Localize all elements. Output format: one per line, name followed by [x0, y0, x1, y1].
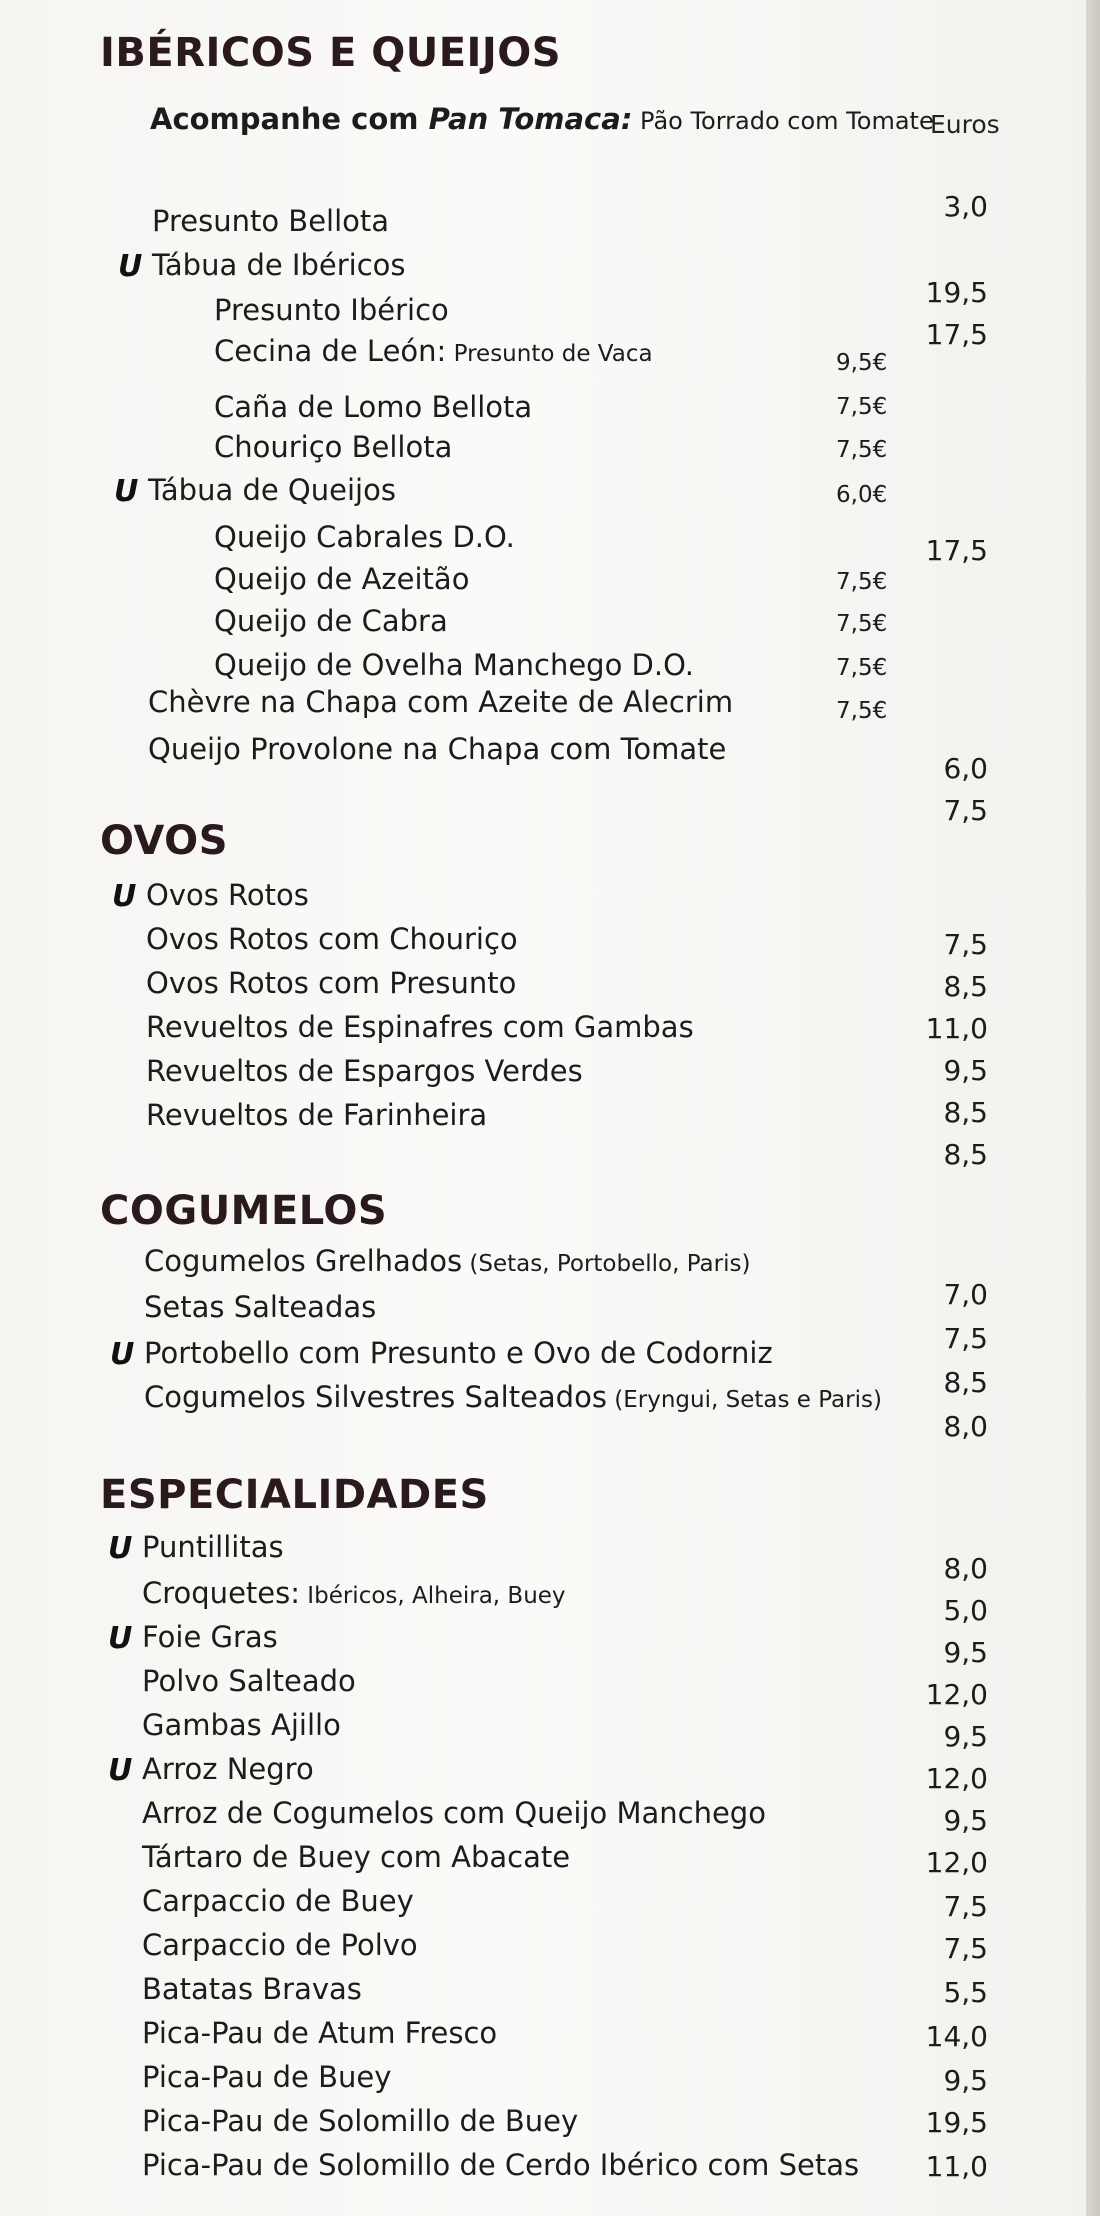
menu-item — [142, 2060, 391, 2094]
menu-item — [146, 1054, 583, 1088]
item-name: Queijo de Azeitão — [214, 562, 470, 596]
item-name: Arroz Negro — [142, 1752, 314, 1786]
item-name: Pica-Pau de Atum Fresco — [142, 2016, 498, 2050]
item-name: Chèvre na Chapa com Azeite de Alecrim — [148, 685, 734, 719]
item-name: Foie Gras — [142, 1620, 278, 1654]
price: 7,5 — [943, 928, 988, 961]
item-name: Ovos Rotos — [146, 878, 309, 912]
item-name: Pica-Pau de Solomillo de Buey — [142, 2104, 579, 2138]
price: 9,5 — [943, 1804, 988, 1837]
item-name: Pica-Pau de Solomillo de Cerdo Ibérico com Setas — [142, 2148, 860, 2182]
menu-item — [214, 604, 448, 638]
menu-item — [142, 2104, 578, 2138]
price: 11,0 — [925, 2150, 988, 2183]
menu-item — [148, 685, 733, 719]
u-mark-icon: U — [108, 1531, 133, 1566]
menu-item — [142, 1884, 414, 1918]
u-mark-icon: U — [118, 249, 143, 284]
section-title-especialidades: ESPECIALIDADES — [100, 1472, 489, 1518]
menu-item — [142, 1576, 566, 1610]
item-name: Queijo de Ovelha Manchego D.O. — [214, 648, 694, 682]
menu-item — [142, 2148, 859, 2182]
menu-item — [152, 204, 389, 238]
item-name: Chouriço Bellota — [214, 430, 453, 464]
sub-price: 7,5€ — [836, 611, 888, 637]
item-name: Cecina de León: — [214, 334, 447, 368]
item-detail: Ibéricos, Alheira, Buey — [300, 1583, 566, 1609]
sub-price: 7,5€ — [836, 655, 888, 681]
item-name: Ovos Rotos com Presunto — [146, 966, 517, 1000]
sub-price: 9,5€ — [836, 350, 888, 376]
u-mark-icon: U — [110, 1337, 135, 1372]
menu-item — [142, 1972, 362, 2006]
menu-item — [214, 430, 452, 464]
currency-label: Euros — [930, 110, 1000, 139]
price: 12,0 — [925, 1762, 988, 1795]
section-title-ovos: OVOS — [100, 818, 228, 864]
price: 8,5 — [943, 1096, 988, 1129]
menu-item — [142, 1664, 356, 1698]
menu-item — [108, 1620, 278, 1656]
subheading-note: Pão Torrado com Tomate — [632, 107, 934, 135]
menu-item — [144, 1380, 882, 1414]
price: 9,5 — [943, 1720, 988, 1753]
subheading-emph: Pan Tomaca: — [428, 102, 633, 136]
price: 8,0 — [943, 1552, 988, 1585]
item-name: Queijo Provolone na Chapa com Tomate — [148, 732, 727, 766]
item-name: Croquetes: — [142, 1576, 300, 1610]
menu-item — [146, 966, 516, 1000]
menu-item — [142, 1840, 570, 1874]
menu-item — [142, 1796, 766, 1830]
section-title-cogumelos: COGUMELOS — [100, 1188, 388, 1234]
u-mark-icon: U — [108, 1621, 133, 1656]
item-detail: (Eryngui, Setas e Paris) — [606, 1387, 882, 1413]
price: 11,0 — [925, 1012, 988, 1045]
item-name: Revueltos de Farinheira — [146, 1098, 488, 1132]
item-name: Batatas Bravas — [142, 1972, 362, 2006]
menu-item — [214, 293, 449, 327]
item-name: Presunto Bellota — [152, 204, 390, 238]
menu-item — [114, 473, 396, 509]
menu-item — [214, 390, 532, 424]
item-name: Cogumelos Grelhados — [144, 1244, 463, 1278]
menu-item — [142, 2016, 497, 2050]
item-name: Revueltos de Espargos Verdes — [146, 1054, 583, 1088]
price: 6,0 — [943, 752, 988, 785]
item-detail: Presunto de Vaca — [446, 341, 653, 367]
price: 5,5 — [943, 1976, 988, 2009]
price: 9,5 — [943, 1054, 988, 1087]
sub-price: 7,5€ — [836, 698, 888, 724]
sub-price: 7,5€ — [836, 437, 888, 463]
menu-item — [142, 1708, 341, 1742]
item-name: Polvo Salteado — [142, 1664, 356, 1698]
menu-item — [118, 248, 406, 284]
price: 7,5 — [943, 1322, 988, 1355]
item-name: Portobello com Presunto e Ovo de Codorniz — [144, 1336, 773, 1370]
item-name: Presunto Ibérico — [214, 293, 449, 327]
item-name: Arroz de Cogumelos com Queijo Manchego — [142, 1796, 766, 1830]
item-name: Queijo Cabrales D.O. — [214, 520, 515, 554]
menu-item — [110, 1336, 773, 1372]
menu-item — [144, 1244, 750, 1278]
item-name: Ovos Rotos com Chouriço — [146, 922, 518, 956]
item-name: Queijo de Cabra — [214, 604, 448, 638]
item-name: Carpaccio de Buey — [142, 1884, 414, 1918]
subheading-lead: Acompanhe com — [150, 102, 429, 136]
price: 12,0 — [925, 1846, 988, 1879]
sub-price: 7,5€ — [836, 394, 888, 420]
item-name: Caña de Lomo Bellota — [214, 390, 533, 424]
menu-item — [214, 648, 694, 682]
sub-price: 7,5€ — [836, 569, 888, 595]
item-name: Tártaro de Buey com Abacate — [142, 1840, 571, 1874]
menu-item — [108, 1530, 284, 1566]
item-name: Setas Salteadas — [144, 1290, 377, 1324]
item-detail: (Setas, Portobello, Paris) — [462, 1251, 751, 1277]
menu-item — [214, 520, 515, 554]
price: 9,5 — [943, 1636, 988, 1669]
price: 8,5 — [943, 1366, 988, 1399]
price: 17,5 — [925, 534, 988, 567]
item-name: Puntillitas — [142, 1530, 284, 1564]
price: 8,0 — [943, 1410, 988, 1443]
menu-item — [142, 1928, 418, 1962]
item-name: Carpaccio de Polvo — [142, 1928, 418, 1962]
menu-item — [146, 1098, 487, 1132]
menu-item — [148, 732, 726, 766]
item-name: Tábua de Ibéricos — [152, 248, 406, 282]
sub-price: 6,0€ — [836, 482, 888, 508]
price: 5,0 — [943, 1594, 988, 1627]
item-name: Gambas Ajillo — [142, 1708, 341, 1742]
menu-item — [146, 922, 518, 956]
price: 9,5 — [943, 2064, 988, 2097]
price: 19,5 — [925, 276, 988, 309]
price: 7,0 — [943, 1278, 988, 1311]
price: 12,0 — [925, 1678, 988, 1711]
price: 14,0 — [925, 2020, 988, 2053]
price: 8,5 — [943, 1138, 988, 1171]
price: 8,5 — [943, 970, 988, 1003]
u-mark-icon: U — [108, 1753, 133, 1788]
price: 7,5 — [943, 1890, 988, 1923]
item-name: Cogumelos Silvestres Salteados — [144, 1380, 607, 1414]
menu-item — [146, 1010, 694, 1044]
u-mark-icon: U — [112, 879, 137, 914]
pan-tomaca-subheading — [150, 102, 934, 136]
price: 7,5 — [943, 1932, 988, 1965]
menu-item — [214, 562, 469, 596]
section-title-ibericos: IBÉRICOS E QUEIJOS — [100, 30, 562, 76]
price: 17,5 — [925, 318, 988, 351]
item-name: Revueltos de Espinafres com Gambas — [146, 1010, 694, 1044]
price: 7,5 — [943, 794, 988, 827]
menu-item — [108, 1752, 314, 1788]
item-name: Pica-Pau de Buey — [142, 2060, 392, 2094]
price: 19,5 — [925, 2106, 988, 2139]
menu-item — [214, 334, 653, 368]
item-name: Tábua de Queijos — [148, 473, 396, 507]
price: 3,0 — [943, 190, 988, 223]
page-edge — [1086, 0, 1100, 2216]
menu-item — [112, 878, 309, 914]
menu-item — [144, 1290, 376, 1324]
u-mark-icon: U — [114, 474, 139, 509]
